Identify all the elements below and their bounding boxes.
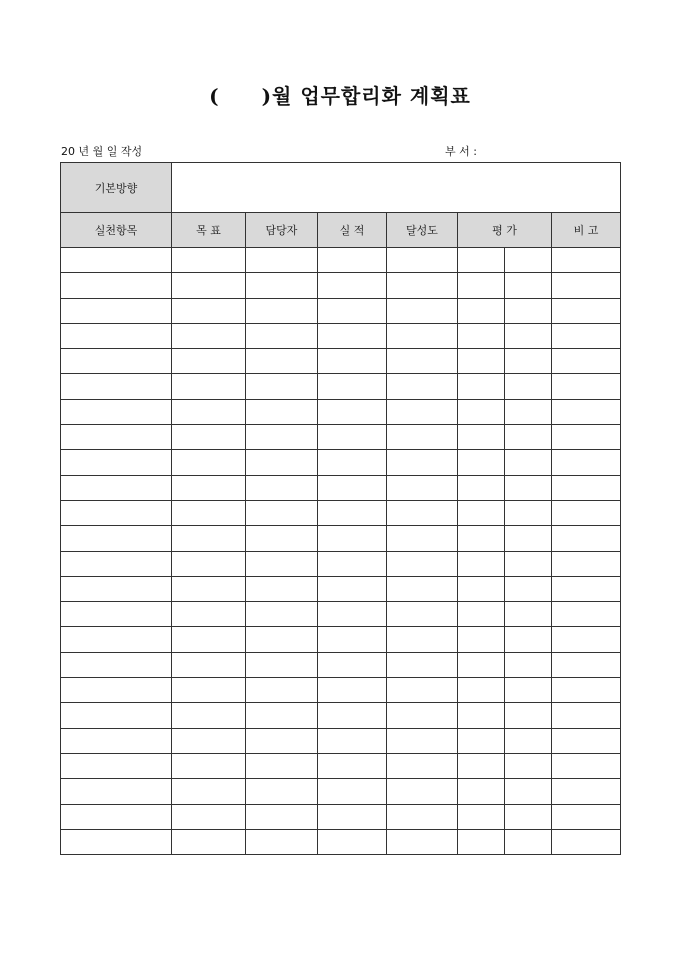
goal-cell[interactable] [172, 273, 246, 298]
achievement-cell[interactable] [387, 500, 458, 525]
item-cell[interactable] [61, 627, 172, 652]
achievement-cell[interactable] [387, 349, 458, 374]
col-header-achievement: 달성도 [387, 213, 458, 248]
goal-cell[interactable] [172, 399, 246, 424]
table-row [61, 703, 621, 728]
evaluation-cell-b[interactable] [505, 678, 552, 703]
goal-cell[interactable] [172, 627, 246, 652]
achievement-cell[interactable] [387, 627, 458, 652]
achievement-cell[interactable] [387, 551, 458, 576]
goal-cell[interactable] [172, 248, 246, 273]
evaluation-cell-b[interactable] [505, 627, 552, 652]
note-cell[interactable] [552, 349, 621, 374]
evaluation-cell-a[interactable] [458, 425, 505, 450]
table-row [61, 779, 621, 804]
item-cell[interactable] [61, 526, 172, 551]
goal-cell[interactable] [172, 551, 246, 576]
owner-cell[interactable] [246, 652, 318, 677]
table-row [61, 425, 621, 450]
evaluation-cell-b[interactable] [505, 273, 552, 298]
note-cell[interactable] [552, 753, 621, 778]
table-row [61, 551, 621, 576]
evaluation-cell-a[interactable] [458, 703, 505, 728]
evaluation-cell-a[interactable] [458, 475, 505, 500]
header-row [61, 213, 621, 248]
owner-cell[interactable] [246, 349, 318, 374]
note-cell[interactable] [552, 829, 621, 854]
result-cell[interactable] [318, 298, 387, 323]
result-cell[interactable] [318, 652, 387, 677]
table-row [61, 500, 621, 525]
item-cell[interactable] [61, 323, 172, 348]
table-row [61, 627, 621, 652]
achievement-cell[interactable] [387, 804, 458, 829]
note-cell[interactable] [552, 728, 621, 753]
owner-cell[interactable] [246, 678, 318, 703]
item-cell[interactable] [61, 425, 172, 450]
result-cell[interactable] [318, 526, 387, 551]
table-row [61, 753, 621, 778]
item-cell[interactable] [61, 248, 172, 273]
result-cell[interactable] [318, 425, 387, 450]
table-row [61, 450, 621, 475]
note-cell[interactable] [552, 323, 621, 348]
result-cell[interactable] [318, 349, 387, 374]
achievement-cell[interactable] [387, 602, 458, 627]
result-cell[interactable] [318, 374, 387, 399]
evaluation-cell-b[interactable] [505, 779, 552, 804]
item-cell[interactable] [61, 753, 172, 778]
evaluation-cell-b[interactable] [505, 602, 552, 627]
col-header-owner: 담당자 [246, 213, 318, 248]
owner-cell[interactable] [246, 399, 318, 424]
table-row [61, 652, 621, 677]
owner-cell[interactable] [246, 753, 318, 778]
owner-cell[interactable] [246, 703, 318, 728]
basic-direction-field[interactable] [172, 163, 621, 213]
result-cell[interactable] [318, 779, 387, 804]
evaluation-cell-a[interactable] [458, 248, 505, 273]
evaluation-cell-b[interactable] [505, 349, 552, 374]
evaluation-cell-a[interactable] [458, 678, 505, 703]
result-cell[interactable] [318, 678, 387, 703]
owner-cell[interactable] [246, 450, 318, 475]
owner-cell[interactable] [246, 576, 318, 601]
col-header-result: 실 적 [318, 213, 387, 248]
evaluation-cell-a[interactable] [458, 829, 505, 854]
evaluation-cell-a[interactable] [458, 526, 505, 551]
result-cell[interactable] [318, 475, 387, 500]
evaluation-cell-b[interactable] [505, 804, 552, 829]
achievement-cell[interactable] [387, 779, 458, 804]
evaluation-cell-a[interactable] [458, 576, 505, 601]
owner-cell[interactable] [246, 804, 318, 829]
achievement-cell[interactable] [387, 298, 458, 323]
goal-cell[interactable] [172, 425, 246, 450]
goal-cell[interactable] [172, 450, 246, 475]
evaluation-cell-b[interactable] [505, 728, 552, 753]
item-cell[interactable] [61, 576, 172, 601]
note-cell[interactable] [552, 551, 621, 576]
evaluation-cell-a[interactable] [458, 399, 505, 424]
result-cell[interactable] [318, 576, 387, 601]
goal-cell[interactable] [172, 576, 246, 601]
note-cell[interactable] [552, 602, 621, 627]
plan-table [60, 162, 621, 855]
item-cell[interactable] [61, 829, 172, 854]
achievement-cell[interactable] [387, 753, 458, 778]
result-cell[interactable] [318, 399, 387, 424]
evaluation-cell-b[interactable] [505, 374, 552, 399]
table-row [61, 576, 621, 601]
achievement-cell[interactable] [387, 323, 458, 348]
table-row [61, 248, 621, 273]
item-cell[interactable] [61, 703, 172, 728]
evaluation-cell-a[interactable] [458, 728, 505, 753]
evaluation-cell-a[interactable] [458, 753, 505, 778]
owner-cell[interactable] [246, 728, 318, 753]
achievement-cell[interactable] [387, 399, 458, 424]
note-cell[interactable] [552, 475, 621, 500]
col-header-item: 실천항목 [61, 213, 172, 248]
item-cell[interactable] [61, 273, 172, 298]
item-cell[interactable] [61, 551, 172, 576]
result-cell[interactable] [318, 829, 387, 854]
table-row [61, 399, 621, 424]
goal-cell[interactable] [172, 728, 246, 753]
item-cell[interactable] [61, 652, 172, 677]
achievement-cell[interactable] [387, 678, 458, 703]
evaluation-cell-b[interactable] [505, 526, 552, 551]
evaluation-cell-b[interactable] [505, 576, 552, 601]
result-cell[interactable] [318, 500, 387, 525]
result-cell[interactable] [318, 273, 387, 298]
goal-cell[interactable] [172, 298, 246, 323]
evaluation-cell-a[interactable] [458, 273, 505, 298]
page-title: ( )월 업무합리화 계획표 [209, 84, 471, 108]
table-row [61, 804, 621, 829]
goal-cell[interactable] [172, 500, 246, 525]
evaluation-cell-a[interactable] [458, 652, 505, 677]
evaluation-cell-a[interactable] [458, 298, 505, 323]
table-row [61, 526, 621, 551]
goal-cell[interactable] [172, 602, 246, 627]
note-cell[interactable] [552, 576, 621, 601]
goal-cell[interactable] [172, 779, 246, 804]
evaluation-cell-a[interactable] [458, 349, 505, 374]
achievement-cell[interactable] [387, 526, 458, 551]
goal-cell[interactable] [172, 678, 246, 703]
note-cell[interactable] [552, 779, 621, 804]
evaluation-cell-a[interactable] [458, 551, 505, 576]
achievement-cell[interactable] [387, 475, 458, 500]
evaluation-cell-a[interactable] [458, 323, 505, 348]
achievement-cell[interactable] [387, 273, 458, 298]
owner-cell[interactable] [246, 829, 318, 854]
evaluation-cell-a[interactable] [458, 602, 505, 627]
owner-cell[interactable] [246, 475, 318, 500]
basic-direction-label: 기본방향 [61, 163, 172, 213]
owner-cell[interactable] [246, 323, 318, 348]
note-cell[interactable] [552, 450, 621, 475]
evaluation-cell-a[interactable] [458, 374, 505, 399]
basic-direction-row [61, 163, 621, 213]
owner-cell[interactable] [246, 602, 318, 627]
item-cell[interactable] [61, 475, 172, 500]
note-cell[interactable] [552, 526, 621, 551]
goal-cell[interactable] [172, 475, 246, 500]
table-row [61, 602, 621, 627]
item-cell[interactable] [61, 349, 172, 374]
note-cell[interactable] [552, 500, 621, 525]
owner-cell[interactable] [246, 779, 318, 804]
owner-cell[interactable] [246, 425, 318, 450]
result-cell[interactable] [318, 248, 387, 273]
goal-cell[interactable] [172, 323, 246, 348]
goal-cell[interactable] [172, 526, 246, 551]
evaluation-cell-b[interactable] [505, 703, 552, 728]
note-cell[interactable] [552, 273, 621, 298]
achievement-cell[interactable] [387, 829, 458, 854]
note-cell[interactable] [552, 627, 621, 652]
table-row [61, 273, 621, 298]
result-cell[interactable] [318, 602, 387, 627]
achievement-cell[interactable] [387, 248, 458, 273]
evaluation-cell-b[interactable] [505, 298, 552, 323]
item-cell[interactable] [61, 678, 172, 703]
result-cell[interactable] [318, 728, 387, 753]
evaluation-cell-a[interactable] [458, 500, 505, 525]
evaluation-cell-b[interactable] [505, 475, 552, 500]
goal-cell[interactable] [172, 829, 246, 854]
achievement-cell[interactable] [387, 450, 458, 475]
item-cell[interactable] [61, 374, 172, 399]
col-header-goal: 목 표 [172, 213, 246, 248]
note-cell[interactable] [552, 374, 621, 399]
goal-cell[interactable] [172, 374, 246, 399]
col-header-evaluation: 평 가 [458, 213, 552, 248]
owner-cell[interactable] [246, 551, 318, 576]
achievement-cell[interactable] [387, 703, 458, 728]
evaluation-cell-b[interactable] [505, 829, 552, 854]
item-cell[interactable] [61, 779, 172, 804]
evaluation-cell-b[interactable] [505, 753, 552, 778]
col-header-note: 비 고 [552, 213, 621, 248]
date-line: 20 년 월 일 작성 [61, 145, 143, 158]
achievement-cell[interactable] [387, 374, 458, 399]
achievement-cell[interactable] [387, 425, 458, 450]
owner-cell[interactable] [246, 526, 318, 551]
note-cell[interactable] [552, 678, 621, 703]
item-cell[interactable] [61, 399, 172, 424]
owner-cell[interactable] [246, 500, 318, 525]
evaluation-cell-b[interactable] [505, 248, 552, 273]
result-cell[interactable] [318, 804, 387, 829]
table-row [61, 475, 621, 500]
evaluation-cell-b[interactable] [505, 551, 552, 576]
evaluation-cell-b[interactable] [505, 500, 552, 525]
owner-cell[interactable] [246, 374, 318, 399]
result-cell[interactable] [318, 551, 387, 576]
table-row [61, 298, 621, 323]
evaluation-cell-a[interactable] [458, 779, 505, 804]
goal-cell[interactable] [172, 753, 246, 778]
result-cell[interactable] [318, 627, 387, 652]
result-cell[interactable] [318, 703, 387, 728]
item-cell[interactable] [61, 602, 172, 627]
goal-cell[interactable] [172, 804, 246, 829]
evaluation-cell-b[interactable] [505, 399, 552, 424]
evaluation-cell-a[interactable] [458, 804, 505, 829]
table-row [61, 728, 621, 753]
achievement-cell[interactable] [387, 728, 458, 753]
note-cell[interactable] [552, 399, 621, 424]
item-cell[interactable] [61, 728, 172, 753]
table-row [61, 374, 621, 399]
owner-cell[interactable] [246, 627, 318, 652]
note-cell[interactable] [552, 298, 621, 323]
note-cell[interactable] [552, 425, 621, 450]
goal-cell[interactable] [172, 703, 246, 728]
table-row [61, 829, 621, 854]
owner-cell[interactable] [246, 298, 318, 323]
note-cell[interactable] [552, 703, 621, 728]
table-row [61, 678, 621, 703]
table-row [61, 349, 621, 374]
item-cell[interactable] [61, 804, 172, 829]
result-cell[interactable] [318, 323, 387, 348]
note-cell[interactable] [552, 248, 621, 273]
evaluation-cell-a[interactable] [458, 627, 505, 652]
result-cell[interactable] [318, 753, 387, 778]
achievement-cell[interactable] [387, 652, 458, 677]
item-cell[interactable] [61, 500, 172, 525]
item-cell[interactable] [61, 450, 172, 475]
evaluation-cell-a[interactable] [458, 450, 505, 475]
department-label: 부 서 : [445, 145, 477, 158]
owner-cell[interactable] [246, 273, 318, 298]
achievement-cell[interactable] [387, 576, 458, 601]
evaluation-cell-b[interactable] [505, 425, 552, 450]
table-row [61, 323, 621, 348]
evaluation-cell-b[interactable] [505, 323, 552, 348]
result-cell[interactable] [318, 450, 387, 475]
goal-cell[interactable] [172, 652, 246, 677]
note-cell[interactable] [552, 652, 621, 677]
evaluation-cell-b[interactable] [505, 652, 552, 677]
owner-cell[interactable] [246, 248, 318, 273]
item-cell[interactable] [61, 298, 172, 323]
goal-cell[interactable] [172, 349, 246, 374]
note-cell[interactable] [552, 804, 621, 829]
evaluation-cell-b[interactable] [505, 450, 552, 475]
